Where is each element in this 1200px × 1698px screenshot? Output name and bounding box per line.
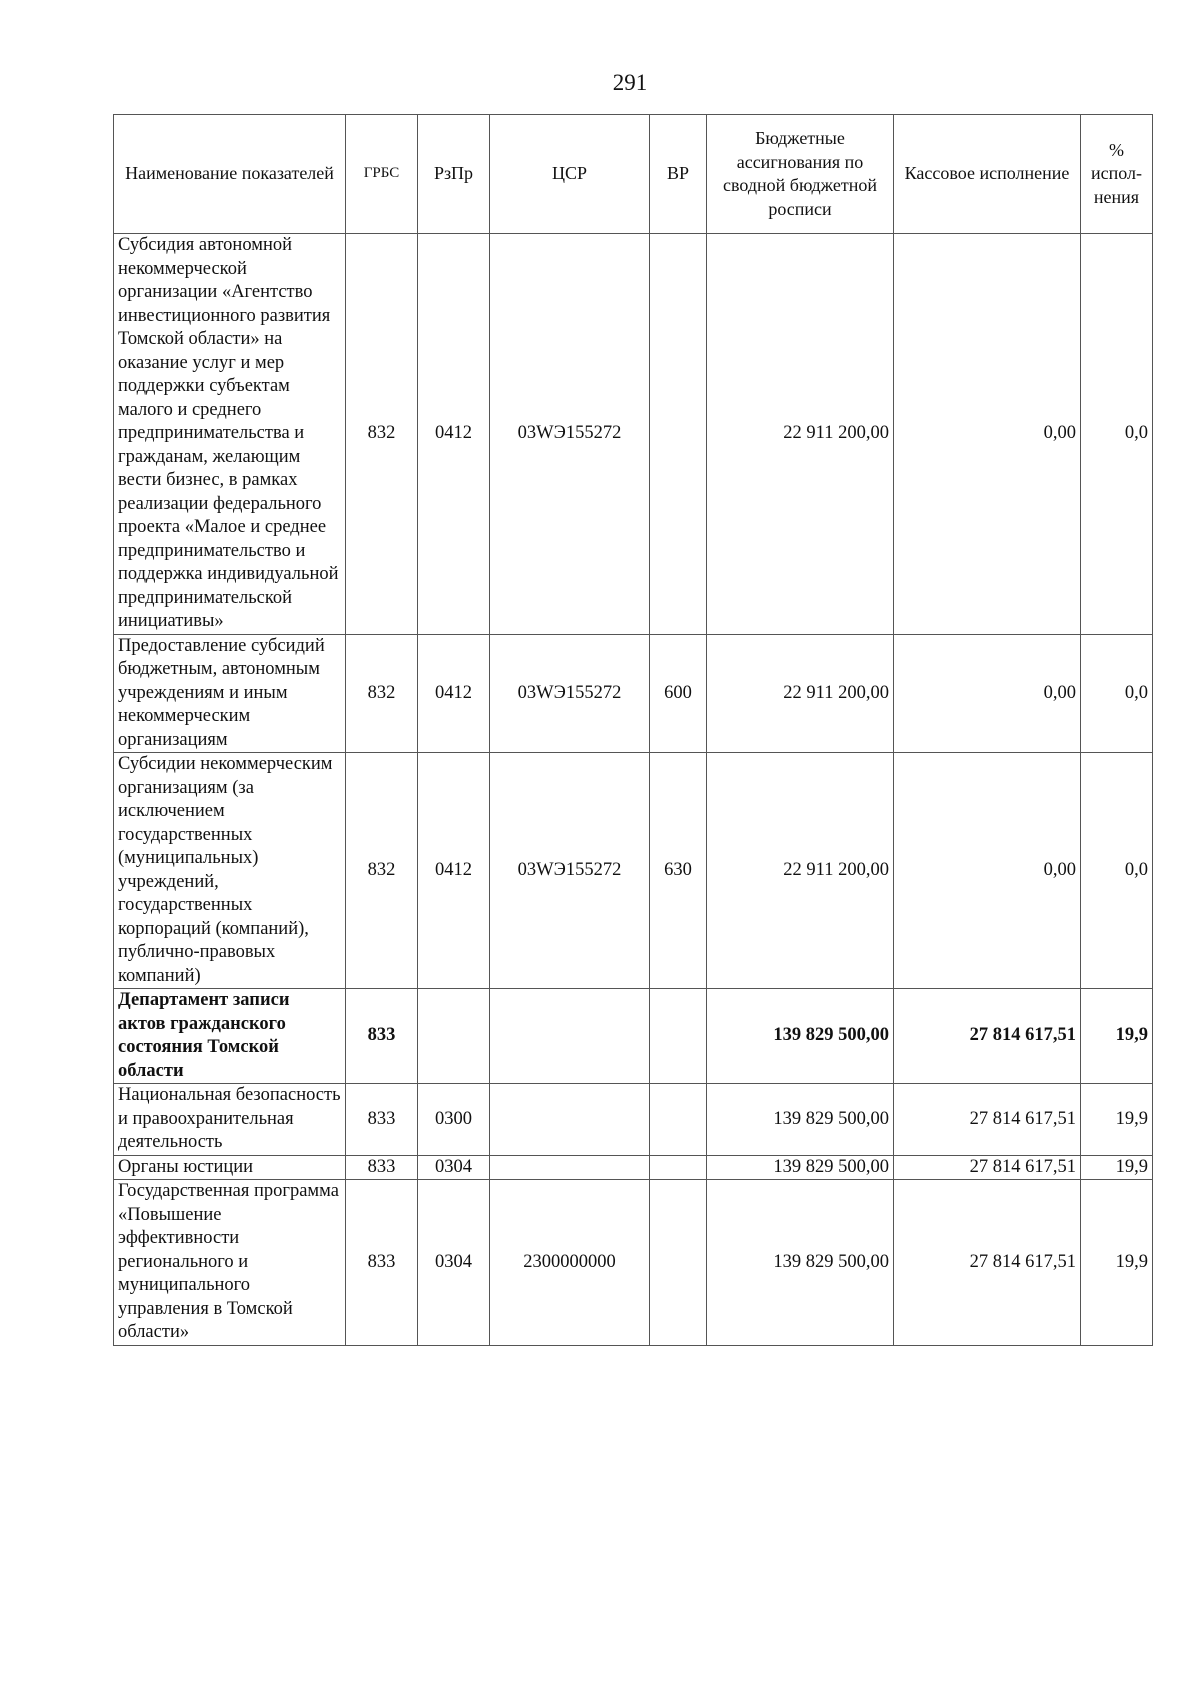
row-assigned: 22 911 200,00	[707, 234, 894, 635]
row-csr: 03WЭ155272	[490, 753, 650, 989]
row-percent: 19,9	[1081, 1180, 1153, 1346]
row-vr	[650, 1084, 707, 1156]
row-grbs: 832	[346, 234, 418, 635]
row-grbs: 833	[346, 1155, 418, 1180]
row-csr	[490, 989, 650, 1084]
row-grbs: 832	[346, 753, 418, 989]
row-executed: 0,00	[894, 634, 1081, 753]
row-vr: 600	[650, 634, 707, 753]
row-vr: 630	[650, 753, 707, 989]
row-name: Государственная программа «Повышение эффективности регионального и муниципального управления в Томской области»	[114, 1180, 346, 1346]
row-name: Органы юстиции	[114, 1155, 346, 1180]
table-body	[114, 234, 1153, 1346]
table-header-row	[114, 115, 1153, 234]
row-assigned: 139 829 500,00	[707, 1180, 894, 1346]
row-name: Национальная безопасность и правоохранительная деятельность	[114, 1084, 346, 1156]
row-assigned: 139 829 500,00	[707, 1084, 894, 1156]
header-name: Наименование показателей	[114, 115, 346, 234]
row-csr: 03WЭ155272	[490, 634, 650, 753]
row-name: Департамент записи актов гражданского состояния Томской области	[114, 989, 346, 1084]
row-rzpr: 0304	[418, 1155, 490, 1180]
row-csr: 2300000000	[490, 1180, 650, 1346]
table-row	[114, 1084, 1153, 1156]
row-csr	[490, 1155, 650, 1180]
row-rzpr: 0412	[418, 634, 490, 753]
table-row	[114, 1180, 1153, 1346]
row-assigned: 22 911 200,00	[707, 753, 894, 989]
row-csr: 03WЭ155272	[490, 234, 650, 635]
row-grbs: 832	[346, 634, 418, 753]
row-rzpr	[418, 989, 490, 1084]
row-vr	[650, 1155, 707, 1180]
header-executed: Кассовое исполнение	[894, 115, 1081, 234]
row-grbs: 833	[346, 989, 418, 1084]
header-grbs: ГРБС	[346, 115, 418, 234]
row-rzpr: 0412	[418, 753, 490, 989]
row-vr	[650, 1180, 707, 1346]
row-rzpr: 0412	[418, 234, 490, 635]
row-name: Субсидии некоммерческим организациям (за исключением государственных (муниципальных) учреждений, государственных корпораций (компаний), публично-правовых компаний)	[114, 753, 346, 989]
row-percent: 0,0	[1081, 634, 1153, 753]
row-executed: 0,00	[894, 753, 1081, 989]
row-rzpr: 0304	[418, 1180, 490, 1346]
row-name: Предоставление субсидий бюджетным, автономным учреждениям и иным некоммерческим организациям	[114, 634, 346, 753]
header-assigned: Бюджетные ассигнования по сводной бюджетной росписи	[707, 115, 894, 234]
header-rzpr: РзПр	[418, 115, 490, 234]
row-assigned: 139 829 500,00	[707, 1155, 894, 1180]
row-percent: 19,9	[1081, 1084, 1153, 1156]
row-executed: 27 814 617,51	[894, 1084, 1081, 1156]
row-csr	[490, 1084, 650, 1156]
row-grbs: 833	[346, 1084, 418, 1156]
row-percent: 19,9	[1081, 989, 1153, 1084]
table-row	[114, 753, 1153, 989]
row-percent: 0,0	[1081, 753, 1153, 989]
row-executed: 27 814 617,51	[894, 1180, 1081, 1346]
row-assigned: 22 911 200,00	[707, 634, 894, 753]
row-executed: 27 814 617,51	[894, 989, 1081, 1084]
row-percent: 0,0	[1081, 234, 1153, 635]
row-name: Субсидия автономной некоммерческой организации «Агентство инвестиционного развития Томской области» на оказание услуг и мер поддержки субъектам малого и среднего предпринимательства и гражданам, желающим вести бизнес, в рамках реализации федерального проекта «Малое и среднее предпринимательство и поддержка индивидуальной предпринимательской инициативы»	[114, 234, 346, 635]
row-executed: 27 814 617,51	[894, 1155, 1081, 1180]
table-row	[114, 989, 1153, 1084]
row-percent: 19,9	[1081, 1155, 1153, 1180]
table-row	[114, 1155, 1153, 1180]
page-number: 291	[612, 70, 648, 95]
row-grbs: 833	[346, 1180, 418, 1346]
table-row	[114, 634, 1153, 753]
row-vr	[650, 234, 707, 635]
row-executed: 0,00	[894, 234, 1081, 635]
row-rzpr: 0300	[418, 1084, 490, 1156]
header-csr: ЦСР	[490, 115, 650, 234]
row-vr	[650, 989, 707, 1084]
row-assigned: 139 829 500,00	[707, 989, 894, 1084]
budget-table	[113, 114, 1153, 1346]
header-percent: % испол-нения	[1081, 115, 1153, 234]
table-row	[114, 234, 1153, 635]
header-vr: ВР	[650, 115, 707, 234]
